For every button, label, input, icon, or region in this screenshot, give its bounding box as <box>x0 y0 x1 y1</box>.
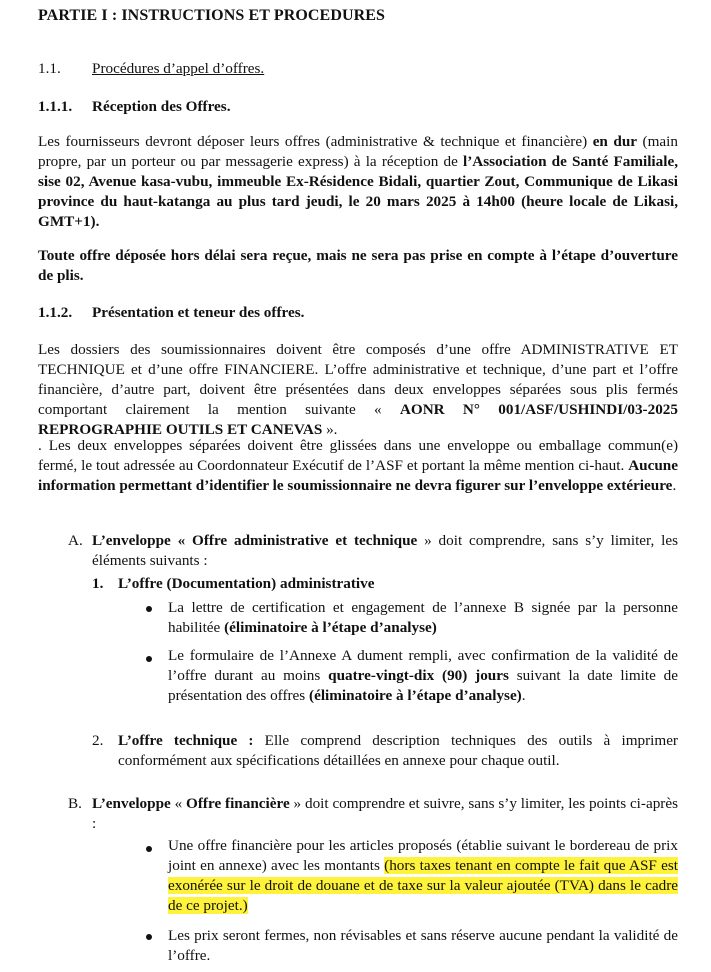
section-b-letter: B. <box>68 795 82 812</box>
bullet-icon <box>146 846 152 852</box>
section-a-letter: A. <box>68 532 83 549</box>
financial-bullet-1: Une offre financière pour les articles proposés (établie suivant le bordereau de prix joint en annexe) avec les montants (hors taxes tenant en compte le fait que ASF est exonérée sur le droit de douane et de taxe sur la valeur ajoutée (TVA) dans le cadre de ce projet.) <box>168 837 678 914</box>
envelope-paragraph: . Les deux enveloppes séparées doivent être glissées dans une enveloppe ou emballage commun(e) fermé, le tout adressée au Coordonnateur Exécutif de l’ASF et portant la même mention ci-haut. Aucune information permettant d’identifier le soumissionnaire ne devra figurer sur l’enveloppe extérieure. <box>38 437 678 494</box>
bullet-icon <box>146 606 152 612</box>
reception-paragraph: Les fournisseurs devront déposer leurs offres (administrative & technique et financière) en dur (main propre, par un porteur ou par messagerie express) à la réception de l’Association de Santé Familiale, sise 02, Avenue kasa-vubu, immeuble Ex-Résidence Bidali, quartier Zout, Communique de Likasi province du haut-katanga au plus tard jeudi, le 20 mars 2025 à 14h00 (heure locale de Likasi, GMT+1). <box>38 133 678 230</box>
section-1-1-1-title: Réception des Offres. <box>92 98 231 115</box>
section-1-1-title: Procédures d’appel d’offres. <box>92 60 265 77</box>
item-2-text: L’offre technique : Elle comprend description techniques des outils à imprimer conformément aux spécifications détaillées en annexe pour chaque outil. <box>118 732 678 769</box>
section-1-1-2-number: 1.1.2. <box>38 304 73 321</box>
admin-bullet-2: Le formulaire de l’Annexe A dument rempli, avec confirmation de la validité de l’offre durant au moins quatre-vingt-dix (90) jours suivant la date limite de présentation des offres (éliminatoire à l’étape d’analyse). <box>168 647 679 704</box>
item-2-number: 2. <box>92 732 104 749</box>
section-1-1-2-title: Présentation et teneur des offres. <box>92 304 305 321</box>
part-title: PARTIE I : INSTRUCTIONS ET PROCEDURES <box>38 7 386 24</box>
item-1-title: L’offre (Documentation) administrative <box>118 575 375 592</box>
bullet-icon <box>146 656 152 662</box>
admin-bullet-1: La lettre de certification et engagement de l’annexe B signée par la personne habilitée (éliminatoire à l’étape d’analyse) <box>168 599 678 636</box>
bullet-icon <box>146 934 152 940</box>
section-1-1-1-number: 1.1.1. <box>38 98 73 115</box>
highlighted-text: (hors taxes tenant en compte le fait que ASF est exonérée sur le droit de douane et de taxe sur la valeur ajoutée (TVA) dans le cadre de ce projet.) <box>168 857 678 914</box>
financial-bullet-2: Les prix seront fermes, non révisables et sans réserve aucune pendant la validité de l’offre. <box>168 927 678 964</box>
item-1-number: 1. <box>92 575 104 592</box>
section-1-1-number: 1.1. <box>38 60 61 77</box>
late-offer-paragraph: Toute offre déposée hors délai sera reçue, mais ne sera pas prise en compte à l’étape d’ouverture de plis. <box>38 247 678 284</box>
section-b-intro: L’enveloppe « Offre financière » doit comprendre et suivre, sans s’y limiter, les points ci-après : <box>92 795 679 832</box>
section-a-intro: L’enveloppe « Offre administrative et technique » doit comprendre, sans s’y limiter, les éléments suivants : <box>92 532 678 569</box>
presentation-paragraph: Les dossiers des soumissionnaires doivent être composés d’une offre ADMINISTRATIVE ET TECHNIQUE et d’une offre FINANCIERE. L’offre administrative et technique, d’une part et l’offre financière, d’autre part, doivent être présentées dans deux enveloppes séparées sous plis fermés comportant clairement la mention suivante « AONR N° 001/ASF/USHINDI/03-2025 REPROGRAPHIE OUTILS ET CANEVAS ». <box>38 341 678 438</box>
